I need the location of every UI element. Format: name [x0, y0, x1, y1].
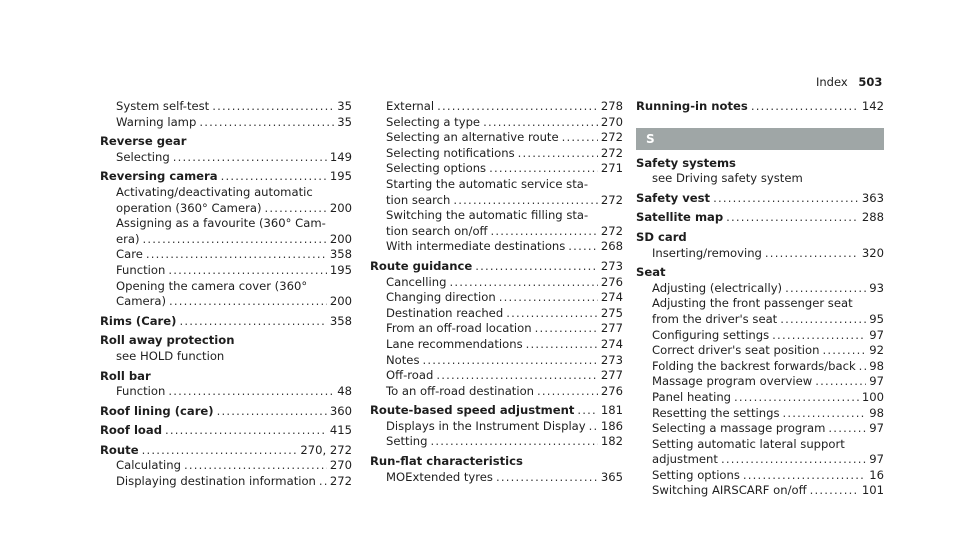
entry-term: Selecting a massage program — [652, 421, 826, 436]
dot-leader — [518, 146, 598, 162]
entry-term: Selecting a type — [386, 114, 481, 129]
index-subentry — [100, 294, 352, 310]
index-subentry — [100, 263, 352, 279]
entry-term: tion search on/off — [386, 223, 488, 238]
dot-leader — [179, 314, 326, 330]
index-subentry — [636, 281, 884, 297]
entry-term: Roof load — [100, 423, 162, 438]
entry-term: Lane recommendations — [386, 336, 523, 351]
index-subentry — [636, 312, 884, 328]
dot-leader — [142, 443, 298, 459]
entry-term: Setting automatic lateral support — [652, 436, 845, 451]
entry-term: Selecting an alternative route — [386, 130, 559, 145]
dot-leader — [265, 201, 327, 217]
index-subentry — [100, 458, 352, 474]
index-entry — [100, 423, 352, 439]
page-reference[interactable]: 273 — [600, 258, 623, 273]
dot-leader — [589, 419, 598, 435]
page-reference[interactable]: 98 — [869, 405, 884, 420]
page-reference[interactable]: 358 — [329, 247, 352, 262]
dot-leader — [772, 328, 866, 344]
index-subentry — [636, 390, 884, 406]
index-subentry — [100, 247, 352, 263]
index-entry — [100, 314, 352, 330]
dot-leader — [168, 263, 327, 279]
entry-term: Calculating — [116, 458, 181, 473]
entry-term: Destination reached — [386, 305, 504, 320]
dot-leader — [496, 470, 598, 486]
index-column-3 — [636, 99, 884, 499]
dot-leader — [751, 99, 859, 115]
page-reference[interactable]: 270 — [600, 114, 623, 129]
index-subentry — [636, 483, 884, 499]
page-reference[interactable]: 200 — [329, 231, 352, 246]
page-reference[interactable]: 200 — [329, 294, 352, 309]
entry-term: Camera) — [116, 294, 167, 309]
entry-term: Configuring settings — [652, 327, 770, 342]
page-reference[interactable]: 271 — [600, 161, 623, 176]
page-reference[interactable]: 320 — [861, 245, 884, 260]
dot-leader — [828, 421, 866, 437]
page-reference[interactable]: 97 — [869, 421, 884, 436]
entry-term: Route — [100, 442, 139, 457]
page-reference[interactable]: 275 — [600, 305, 623, 320]
index-subentry — [636, 359, 884, 375]
dot-leader — [168, 384, 334, 400]
entry-term: SD card — [636, 229, 687, 244]
entry-term: Switching the automatic filling sta- — [386, 208, 589, 223]
page-reference[interactable]: 272 — [600, 192, 623, 207]
index-subentry — [370, 177, 623, 193]
page-reference[interactable]: 277 — [600, 368, 623, 383]
entry-term: Notes — [386, 352, 420, 367]
index-subentry — [100, 150, 352, 166]
entry-term: System self-test — [116, 99, 210, 113]
page-reference[interactable]: 16 — [869, 467, 884, 482]
dot-leader — [506, 306, 598, 322]
entry-term: Seat — [636, 265, 666, 280]
page-reference[interactable]: 288 — [861, 210, 884, 225]
page-reference[interactable]: 274 — [600, 336, 623, 351]
entry-term: Safety systems — [636, 155, 736, 170]
entry-term: Folding the backrest forwards/back — [652, 358, 856, 373]
index-column-3-top — [636, 99, 884, 115]
page-reference[interactable]: 268 — [600, 239, 623, 254]
page-reference[interactable]: 97 — [869, 327, 884, 342]
entry-term: Roll away protection — [100, 333, 235, 348]
page-reference[interactable]: 360 — [329, 403, 352, 418]
dot-leader — [859, 359, 867, 375]
index-subentry — [370, 306, 623, 322]
entry-term: operation (360° Camera) — [116, 200, 262, 215]
index-subentry — [100, 185, 352, 201]
page-reference[interactable]: 95 — [869, 311, 884, 326]
index-subentry — [370, 434, 623, 450]
index-subentry — [370, 337, 623, 353]
page-number: 503 — [858, 75, 883, 89]
dot-leader — [743, 468, 866, 484]
dot-leader — [217, 404, 327, 420]
index-subentry — [100, 232, 352, 248]
entry-term: Rims (Care) — [100, 313, 177, 328]
page-reference[interactable]: 363 — [861, 190, 884, 205]
entry-term: Run-flat characteristics — [370, 454, 523, 469]
index-column-3-rest — [636, 156, 884, 499]
index-subentry — [370, 275, 623, 291]
dot-leader — [568, 239, 598, 255]
entry-term: Panel heating — [652, 389, 732, 404]
index-subentry — [636, 374, 884, 390]
entry-term: Selecting options — [386, 161, 487, 176]
entry-term: see HOLD function — [116, 348, 225, 363]
index-entry — [370, 454, 623, 470]
index-subentry — [370, 321, 623, 337]
entry-term: era) — [116, 231, 140, 246]
page-reference[interactable]: 35 — [337, 99, 352, 113]
index-entry — [100, 333, 352, 349]
running-head — [816, 75, 882, 89]
entry-term: From an off-road location — [386, 321, 532, 336]
entry-term: Setting — [386, 434, 428, 449]
entry-term: from the driver's seat — [652, 311, 778, 326]
index-entry — [100, 369, 352, 385]
index-entry — [100, 169, 352, 185]
entry-term: Safety vest — [636, 190, 711, 205]
page-reference[interactable]: 365 — [600, 469, 623, 484]
page-reference[interactable]: 93 — [869, 280, 884, 295]
dot-leader — [436, 368, 597, 384]
index-column-1 — [100, 99, 352, 490]
dot-leader — [577, 403, 597, 419]
page-reference[interactable]: 97 — [869, 452, 884, 467]
index-subentry — [636, 328, 884, 344]
index-entry — [100, 443, 352, 459]
entry-term: tion search — [386, 192, 451, 207]
entry-term: Route guidance — [370, 258, 473, 273]
dot-leader — [783, 406, 867, 422]
index-subentry — [100, 216, 352, 232]
index-entry — [100, 404, 352, 420]
section-letter-header: S — [636, 128, 884, 150]
index-subentry — [370, 470, 623, 486]
page-reference[interactable]: 276 — [600, 383, 623, 398]
index-column-2 — [370, 99, 623, 485]
entry-term: Warning lamp — [116, 114, 197, 129]
index-entry — [370, 259, 623, 275]
dot-leader — [221, 169, 327, 185]
entry-term: Opening the camera cover (360° — [116, 278, 308, 293]
entry-term: Roof lining (care) — [100, 403, 214, 418]
page-reference[interactable]: 98 — [869, 358, 884, 373]
entry-term: Correct driver's seat position — [652, 343, 820, 358]
dot-leader — [165, 423, 327, 439]
dot-leader — [169, 294, 327, 310]
dot-leader — [319, 474, 327, 490]
page-reference[interactable]: 181 — [600, 403, 623, 418]
page-reference[interactable]: 358 — [329, 313, 352, 328]
dot-leader — [423, 353, 598, 369]
index-subentry — [370, 353, 623, 369]
dot-leader — [483, 115, 598, 131]
index-entry — [636, 156, 884, 172]
page-reference[interactable]: 272 — [600, 145, 623, 160]
index-subentry — [370, 193, 623, 209]
index-subentry — [100, 384, 352, 400]
page-reference[interactable]: 35 — [337, 114, 352, 129]
page-reference[interactable]: 273 — [600, 352, 623, 367]
index-entry — [636, 99, 884, 115]
entry-term: Route-based speed adjustment — [370, 403, 575, 418]
entry-term: Cancelling — [386, 274, 447, 289]
dot-leader — [491, 224, 598, 240]
page-reference[interactable]: 101 — [861, 483, 884, 498]
dot-leader — [780, 312, 866, 328]
index-subentry — [370, 99, 623, 115]
page-reference[interactable]: 274 — [600, 290, 623, 305]
dot-leader — [212, 99, 334, 115]
page-reference[interactable]: 277 — [600, 321, 623, 336]
page-reference[interactable]: 272 — [600, 223, 623, 238]
entry-term: Changing direction — [386, 290, 496, 305]
page-reference[interactable]: 182 — [600, 434, 623, 449]
dot-leader — [499, 290, 598, 306]
page-reference[interactable]: 272 — [329, 474, 352, 489]
dot-leader — [143, 232, 327, 248]
entry-term: With intermediate destinations — [386, 239, 566, 254]
index-subentry — [100, 201, 352, 217]
index-entry — [100, 134, 352, 150]
page-reference[interactable]: 149 — [329, 149, 352, 164]
index-subentry — [636, 421, 884, 437]
dot-leader — [526, 337, 598, 353]
entry-term: Roll bar — [100, 368, 151, 383]
dot-leader — [726, 210, 859, 226]
page-reference[interactable]: 270 — [329, 458, 352, 473]
entry-term: MOExtended tyres — [386, 469, 493, 484]
entry-term: Function — [116, 384, 166, 399]
index-label: Index — [816, 75, 848, 89]
entry-term: Setting options — [652, 467, 740, 482]
page-reference[interactable]: 276 — [600, 274, 623, 289]
entry-term: Selecting — [116, 149, 170, 164]
index-subentry — [370, 290, 623, 306]
dot-leader — [199, 115, 334, 131]
index-subentry — [370, 208, 623, 224]
entry-term: Satellite map — [636, 210, 724, 225]
index-subentry — [370, 130, 623, 146]
page-reference[interactable]: 92 — [869, 343, 884, 358]
dot-leader — [449, 275, 597, 291]
dot-leader — [535, 321, 598, 337]
entry-term: Adjusting (electrically) — [652, 280, 783, 295]
entry-term: Care — [116, 247, 143, 262]
dot-leader — [822, 343, 866, 359]
index-entry — [636, 191, 884, 207]
page-reference[interactable]: 195 — [329, 169, 352, 184]
dot-leader — [810, 483, 859, 499]
index-subentry — [636, 343, 884, 359]
index-subentry — [100, 474, 352, 490]
index-subentry — [370, 224, 623, 240]
entry-term: Massage program overview — [652, 374, 813, 389]
entry-term: Off-road — [386, 368, 434, 383]
entry-term: Function — [116, 262, 166, 277]
entry-term: Adjusting the front passenger seat — [652, 296, 853, 311]
entry-term: Reverse gear — [100, 134, 187, 149]
entry-term: Displaying destination information — [116, 474, 316, 489]
dot-leader — [537, 384, 598, 400]
entry-term: Activating/deactivating automatic — [116, 184, 313, 199]
index-subentry — [370, 419, 623, 435]
dot-leader — [453, 193, 597, 209]
dot-leader — [437, 99, 598, 115]
index-subentry — [100, 349, 352, 365]
index-subentry — [636, 437, 884, 453]
page-reference[interactable]: 142 — [861, 99, 884, 113]
entry-term: Running-in notes — [636, 99, 748, 113]
index-entry — [636, 230, 884, 246]
index-subentry — [370, 239, 623, 255]
index-entry — [636, 265, 884, 281]
dot-leader — [173, 150, 327, 166]
page-reference[interactable]: 200 — [329, 200, 352, 215]
index-subentry — [636, 406, 884, 422]
page-reference[interactable]: 97 — [869, 374, 884, 389]
entry-term: Displays in the Instrument Display — [386, 418, 586, 433]
entry-term: Starting the automatic service sta- — [386, 176, 589, 191]
page-reference[interactable]: 415 — [329, 423, 352, 438]
index-subentry — [636, 296, 884, 312]
dot-leader — [475, 259, 598, 275]
dot-leader — [146, 247, 327, 263]
index-entry — [370, 403, 623, 419]
entry-term: adjustment — [652, 452, 718, 467]
index-subentry — [370, 146, 623, 162]
page-reference[interactable]: 100 — [861, 389, 884, 404]
entry-term: Assigning as a favourite (360° Cam- — [116, 216, 326, 231]
dot-leader — [815, 374, 866, 390]
index-subentry — [636, 452, 884, 468]
page-reference[interactable]: 48 — [337, 384, 352, 399]
index-subentry — [100, 99, 352, 115]
index-subentry — [370, 115, 623, 131]
dot-leader — [765, 246, 859, 262]
page-reference[interactable]: 278 — [600, 99, 623, 113]
entry-term: External — [386, 99, 435, 113]
entry-term: Reversing camera — [100, 169, 218, 184]
entry-term: see Driving safety system — [652, 171, 803, 186]
index-subentry — [370, 368, 623, 384]
dot-leader — [721, 452, 866, 468]
page-reference[interactable]: 272 — [600, 130, 623, 145]
page-reference[interactable]: 270, 272 — [300, 442, 352, 457]
dot-leader — [184, 458, 327, 474]
page-reference[interactable]: 186 — [600, 418, 623, 433]
entry-term: Switching AIRSCARF on/off — [652, 483, 807, 498]
index-subentry — [370, 384, 623, 400]
entry-term: Selecting notifications — [386, 145, 515, 160]
dot-leader — [785, 281, 866, 297]
entry-term: Resetting the settings — [652, 405, 780, 420]
index-subentry — [100, 115, 352, 131]
index-subentry — [636, 171, 884, 187]
index-entry — [636, 210, 884, 226]
dot-leader — [431, 434, 598, 450]
index-subentry — [370, 161, 623, 177]
entry-term: To an off-road destination — [386, 383, 535, 398]
index-subentry — [636, 468, 884, 484]
dot-leader — [713, 191, 859, 207]
index-subentry — [100, 279, 352, 295]
entry-term: Inserting/removing — [652, 245, 762, 260]
page-reference[interactable]: 195 — [329, 262, 352, 277]
dot-leader — [489, 161, 598, 177]
dot-leader — [562, 130, 598, 146]
dot-leader — [734, 390, 859, 406]
index-subentry — [636, 246, 884, 262]
